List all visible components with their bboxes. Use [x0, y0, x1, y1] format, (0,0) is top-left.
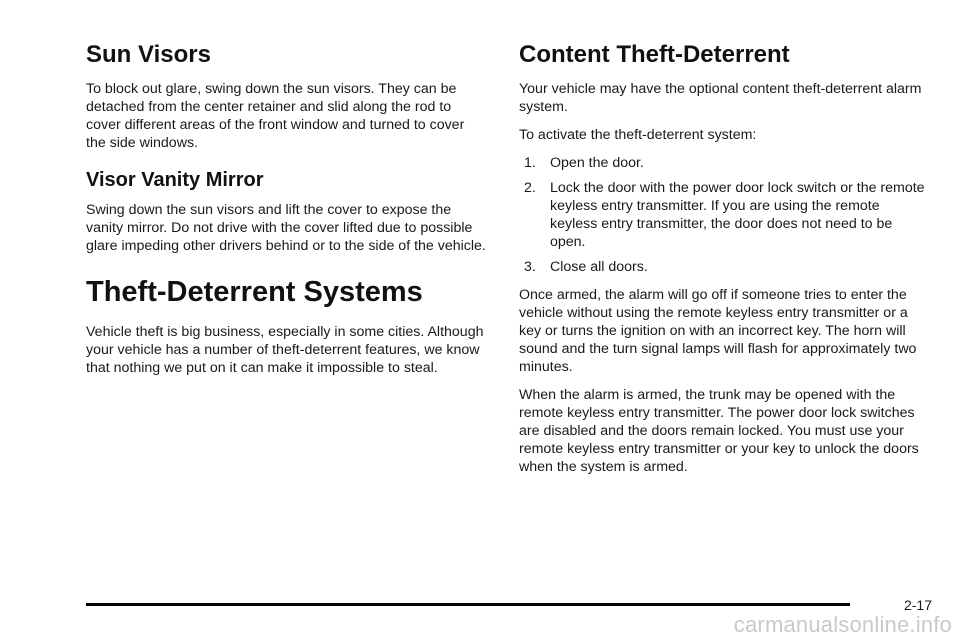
page-number: 2-17 — [903, 597, 932, 613]
activate-paragraph: To activate the theft-deterrent system: — [519, 127, 757, 143]
list-item — [519, 179, 929, 251]
list-item — [519, 154, 929, 172]
visor-vanity-mirror-heading: Visor Vanity Mirror — [86, 169, 264, 191]
theft-deterrent-systems-heading: Theft-Deterrent Systems — [86, 276, 423, 308]
content-intro-paragraph: Your vehicle may have the optional content theft-deterrent alarm system. — [519, 81, 922, 115]
armed-alarm-paragraph: Once armed, the alarm will go off if someone tries to enter the vehicle without using the remote keyless entry transmitter or a key or turns the ignition on with an incorrect key. The horn will sound and the turn signal lamps will flash for approximately two minutes. — [519, 287, 917, 375]
step-number: 2. — [524, 180, 536, 196]
right-column — [519, 40, 929, 486]
step-number: 3. — [524, 259, 536, 275]
watermark: carmanualsonline.info — [733, 612, 952, 637]
sun-visors-heading: Sun Visors — [86, 41, 211, 68]
content-theft-deterrent-heading: Content Theft-Deterrent — [519, 41, 790, 68]
footer-rule — [86, 603, 850, 606]
step-text: Lock the door with the power door lock switch or the remote keyless entry transmitter. If you are using the remote keyless entry transmitter, the door does not need to be open. — [550, 180, 925, 250]
left-column — [86, 40, 486, 387]
step-number: 1. — [524, 155, 536, 171]
step-text: Open the door. — [550, 155, 644, 171]
step-text: Close all doors. — [550, 259, 648, 275]
theft-deterrent-paragraph: Vehicle theft is big business, especially in some cities. Although your vehicle has a number of theft-deterrent features, we know that nothing we put on it can make it impossible to steal. — [86, 324, 484, 376]
sun-visors-paragraph: To block out glare, swing down the sun visors. They can be detached from the center retainer and slid along the rod to cover different areas of the front window and turned to cover the side windows. — [86, 81, 465, 151]
list-item — [519, 258, 929, 276]
trunk-paragraph: When the alarm is armed, the trunk may be opened with the remote keyless entry transmitter. The power door lock switches are disabled and the doors remain locked. You must use your remote keyless entry transmitter or your key to unlock the doors when the system is armed. — [519, 387, 919, 475]
activation-steps-list — [519, 154, 929, 276]
visor-vanity-mirror-paragraph: Swing down the sun visors and lift the cover to expose the vanity mirror. Do not drive with the cover lifted due to possible glare impeding other drivers behind or to the side of the vehicle. — [86, 202, 486, 254]
